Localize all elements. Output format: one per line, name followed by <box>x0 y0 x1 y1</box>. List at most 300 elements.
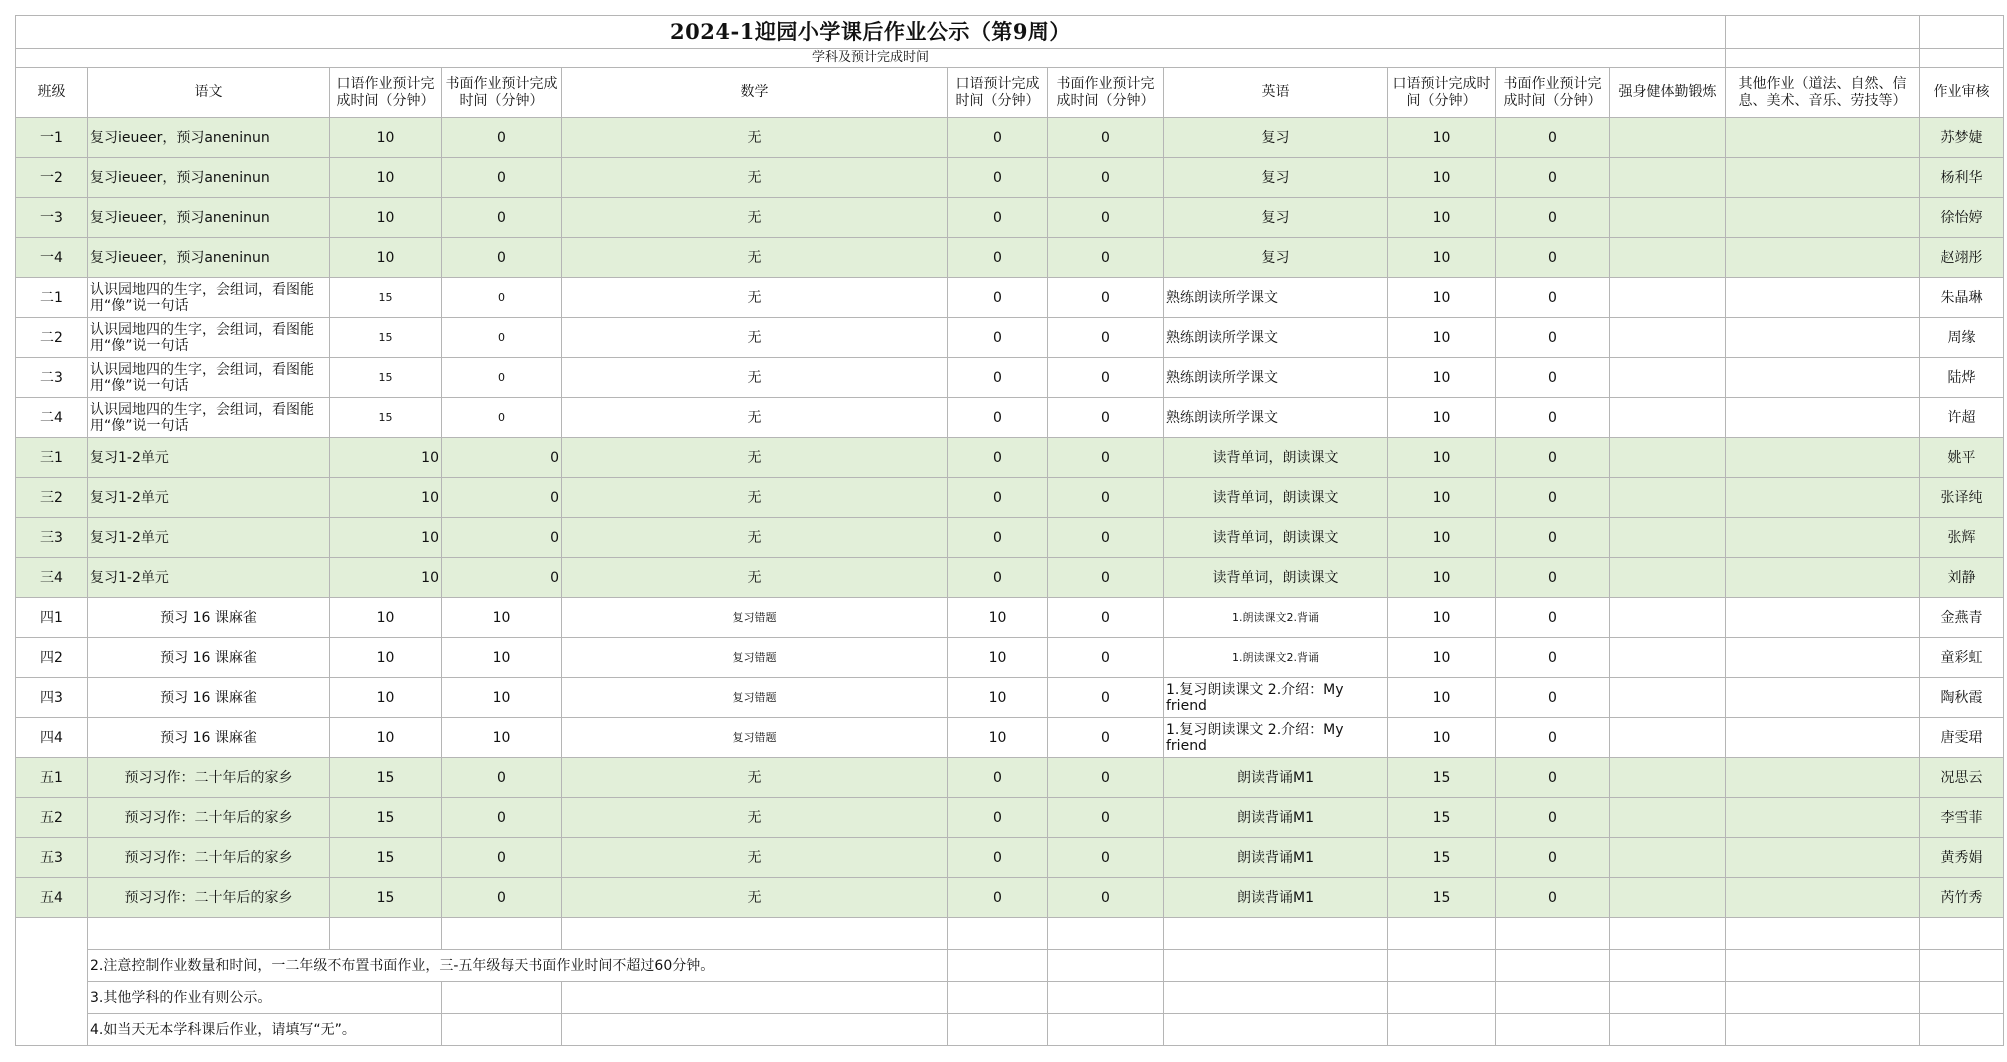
cell-review: 张译纯 <box>1920 478 2004 518</box>
cell-math-oral: 10 <box>948 678 1048 718</box>
cell-math: 复习错题 <box>562 598 948 638</box>
cell-math-written: 0 <box>1048 638 1164 678</box>
cell-en-written: 0 <box>1496 838 1610 878</box>
cell-math-oral: 0 <box>948 318 1048 358</box>
header-math-oral: 口语预计完成时间（分钟） <box>948 68 1048 118</box>
cell-english: 1.朗读课文2.背诵 <box>1164 598 1388 638</box>
cell-math: 复习错题 <box>562 638 948 678</box>
cell-math-written: 0 <box>1048 238 1164 278</box>
cell-math-written: 0 <box>1048 878 1164 918</box>
header-en-written: 书面作业预计完成时间（分钟） <box>1496 68 1610 118</box>
cell-math: 无 <box>562 158 948 198</box>
cell-en-oral: 10 <box>1388 598 1496 638</box>
cell-cn-written: 0 <box>442 158 562 198</box>
cell-chinese: 认识园地四的生字，会组词，看图能用“像”说一句话 <box>88 398 330 438</box>
cell-math-oral: 0 <box>948 118 1048 158</box>
cell-class: 四2 <box>16 638 88 678</box>
cell-cn-oral: 10 <box>330 598 442 638</box>
cell-en-written: 0 <box>1496 718 1610 758</box>
cell-class: 三2 <box>16 478 88 518</box>
cell-other <box>1726 118 1920 158</box>
table-row <box>16 798 2004 838</box>
cell-review: 朱晶琳 <box>1920 278 2004 318</box>
cell-class: 五1 <box>16 758 88 798</box>
cell-english: 读背单词，朗读课文 <box>1164 438 1388 478</box>
cell-chinese: 复习1-2单元 <box>88 438 330 478</box>
cell-review: 许超 <box>1920 398 2004 438</box>
table-row <box>16 158 2004 198</box>
cell-math-oral: 0 <box>948 758 1048 798</box>
cell-en-oral: 10 <box>1388 398 1496 438</box>
cell-math-written: 0 <box>1048 678 1164 718</box>
cell-pe <box>1610 718 1726 758</box>
cell-en-oral: 10 <box>1388 198 1496 238</box>
cell-cn-oral: 10 <box>330 118 442 158</box>
cell-pe <box>1610 438 1726 478</box>
cell-chinese: 复习1-2单元 <box>88 478 330 518</box>
cell-cn-oral: 10 <box>330 438 442 478</box>
cell-math-oral: 0 <box>948 238 1048 278</box>
cell-cn-written: 0 <box>442 238 562 278</box>
cell-pe <box>1610 878 1726 918</box>
cell-english: 熟练朗读所学课文 <box>1164 318 1388 358</box>
cell-other <box>1726 838 1920 878</box>
cell-cn-oral: 10 <box>330 678 442 718</box>
cell-math-written: 0 <box>1048 198 1164 238</box>
cell-en-written: 0 <box>1496 158 1610 198</box>
cell-math-oral: 10 <box>948 638 1048 678</box>
cell-class: 四4 <box>16 718 88 758</box>
cell-other <box>1726 798 1920 838</box>
table-row <box>16 718 2004 758</box>
header-en-oral: 口语预计完成时间（分钟） <box>1388 68 1496 118</box>
cell-math: 无 <box>562 358 948 398</box>
cell-en-oral: 15 <box>1388 758 1496 798</box>
table-row <box>16 678 2004 718</box>
cell-class: 四3 <box>16 678 88 718</box>
cell-en-written: 0 <box>1496 118 1610 158</box>
cell-en-oral: 10 <box>1388 118 1496 158</box>
page-title: 2024-1迎园小学课后作业公示（第9周） <box>16 16 1726 49</box>
cell-math-written: 0 <box>1048 438 1164 478</box>
cell-english: 复习 <box>1164 238 1388 278</box>
cell-class: 一3 <box>16 198 88 238</box>
header-pe: 强身健体勤锻炼 <box>1610 68 1726 118</box>
cell-cn-written: 0 <box>442 318 562 358</box>
table-row <box>16 838 2004 878</box>
cell-other <box>1726 718 1920 758</box>
cell-class: 三1 <box>16 438 88 478</box>
cell-cn-oral: 10 <box>330 638 442 678</box>
cell-class: 二2 <box>16 318 88 358</box>
table-row <box>16 398 2004 438</box>
cell-chinese: 预习 16 课麻雀 <box>88 718 330 758</box>
cell-pe <box>1610 598 1726 638</box>
cell-class: 三3 <box>16 518 88 558</box>
cell-cn-written: 10 <box>442 598 562 638</box>
table-row <box>16 758 2004 798</box>
cell-math-written: 0 <box>1048 558 1164 598</box>
cell-en-written: 0 <box>1496 238 1610 278</box>
cell-other <box>1726 238 1920 278</box>
table-row <box>16 278 2004 318</box>
cell-en-oral: 10 <box>1388 478 1496 518</box>
cell-review: 张辉 <box>1920 518 2004 558</box>
cell-cn-written: 0 <box>442 278 562 318</box>
cell-other <box>1726 758 1920 798</box>
cell-chinese: 预习习作：二十年后的家乡 <box>88 838 330 878</box>
cell-pe <box>1610 158 1726 198</box>
cell-english: 读背单词，朗读课文 <box>1164 478 1388 518</box>
cell-math-written: 0 <box>1048 598 1164 638</box>
cell-other <box>1726 478 1920 518</box>
header-cn-oral: 口语作业预计完成时间（分钟） <box>330 68 442 118</box>
cell-pe <box>1610 518 1726 558</box>
cell-math: 复习错题 <box>562 678 948 718</box>
table-row <box>16 318 2004 358</box>
header-review: 作业审核 <box>1920 68 2004 118</box>
cell-math: 无 <box>562 238 948 278</box>
table-row <box>16 638 2004 678</box>
cell-review: 杨利华 <box>1920 158 2004 198</box>
cell-cn-oral: 10 <box>330 518 442 558</box>
cell-other <box>1726 438 1920 478</box>
cell-pe <box>1610 758 1726 798</box>
cell-english: 复习 <box>1164 198 1388 238</box>
cell-en-written: 0 <box>1496 518 1610 558</box>
cell-review: 童彩虹 <box>1920 638 2004 678</box>
cell-pe <box>1610 318 1726 358</box>
cell-pe <box>1610 198 1726 238</box>
cell-en-written: 0 <box>1496 758 1610 798</box>
subtitle: 学科及预计完成时间 <box>16 49 1726 68</box>
cell-english: 朗读背诵M1 <box>1164 758 1388 798</box>
cell-english: 1.朗读课文2.背诵 <box>1164 638 1388 678</box>
cell-math: 无 <box>562 558 948 598</box>
cell-cn-written: 0 <box>442 838 562 878</box>
cell-math-oral: 0 <box>948 278 1048 318</box>
cell-review: 徐怡婷 <box>1920 198 2004 238</box>
cell-cn-oral: 10 <box>330 718 442 758</box>
cell-cn-oral: 15 <box>330 758 442 798</box>
cell-review: 周缘 <box>1920 318 2004 358</box>
cell-cn-oral: 15 <box>330 278 442 318</box>
cell-class: 五3 <box>16 838 88 878</box>
cell-math-oral: 0 <box>948 358 1048 398</box>
cell-other <box>1726 518 1920 558</box>
cell-math-oral: 0 <box>948 398 1048 438</box>
cell-chinese: 预习习作：二十年后的家乡 <box>88 878 330 918</box>
cell-other <box>1726 158 1920 198</box>
cell-en-oral: 10 <box>1388 518 1496 558</box>
cell-en-written: 0 <box>1496 398 1610 438</box>
table-row <box>16 518 2004 558</box>
cell-review: 赵翊彤 <box>1920 238 2004 278</box>
homework-sheet <box>15 15 2004 1046</box>
cell-math-oral: 0 <box>948 558 1048 598</box>
cell-math-oral: 0 <box>948 798 1048 838</box>
cell-cn-oral: 15 <box>330 318 442 358</box>
cell-en-oral: 15 <box>1388 838 1496 878</box>
cell-other <box>1726 638 1920 678</box>
cell-math: 复习错题 <box>562 718 948 758</box>
cell-pe <box>1610 638 1726 678</box>
cell-en-written: 0 <box>1496 478 1610 518</box>
cell-math: 无 <box>562 798 948 838</box>
cell-review: 芮竹秀 <box>1920 878 2004 918</box>
cell-math-written: 0 <box>1048 118 1164 158</box>
cell-math-written: 0 <box>1048 798 1164 838</box>
cell-math-oral: 0 <box>948 878 1048 918</box>
header-class: 班级 <box>16 68 88 118</box>
cell-cn-oral: 15 <box>330 878 442 918</box>
cell-cn-oral: 15 <box>330 398 442 438</box>
cell-pe <box>1610 558 1726 598</box>
cell-english: 读背单词，朗读课文 <box>1164 558 1388 598</box>
cell-math: 无 <box>562 318 948 358</box>
cell-en-oral: 10 <box>1388 278 1496 318</box>
cell-chinese: 认识园地四的生字，会组词，看图能用“像”说一句话 <box>88 358 330 398</box>
cell-english: 熟练朗读所学课文 <box>1164 278 1388 318</box>
cell-en-oral: 10 <box>1388 718 1496 758</box>
cell-other <box>1726 278 1920 318</box>
cell-english: 读背单词，朗读课文 <box>1164 518 1388 558</box>
cell-other <box>1726 598 1920 638</box>
cell-english: 朗读背诵M1 <box>1164 798 1388 838</box>
cell-en-written: 0 <box>1496 438 1610 478</box>
cell-en-written: 0 <box>1496 678 1610 718</box>
cell-pe <box>1610 798 1726 838</box>
cell-pe <box>1610 118 1726 158</box>
cell-math: 无 <box>562 838 948 878</box>
cell-math: 无 <box>562 118 948 158</box>
cell-english: 熟练朗读所学课文 <box>1164 398 1388 438</box>
cell-chinese: 复习ieueer，预习aneninun <box>88 238 330 278</box>
cell-cn-written: 0 <box>442 398 562 438</box>
cell-en-oral: 10 <box>1388 558 1496 598</box>
cell-cn-oral: 15 <box>330 798 442 838</box>
cell-pe <box>1610 358 1726 398</box>
cell-class: 四1 <box>16 598 88 638</box>
cell-cn-written: 10 <box>442 678 562 718</box>
cell-cn-written: 0 <box>442 478 562 518</box>
cell-en-oral: 15 <box>1388 798 1496 838</box>
note-4: 4.如当天无本学科课后作业，请填写“无”。 <box>88 1014 442 1046</box>
cell-math: 无 <box>562 438 948 478</box>
cell-cn-oral: 15 <box>330 838 442 878</box>
cell-cn-written: 0 <box>442 198 562 238</box>
cell-class: 二4 <box>16 398 88 438</box>
header-chinese: 语文 <box>88 68 330 118</box>
cell-other <box>1726 198 1920 238</box>
homework-table <box>15 15 2004 1046</box>
cell-math-written: 0 <box>1048 398 1164 438</box>
cell-english: 朗读背诵M1 <box>1164 838 1388 878</box>
table-row <box>16 198 2004 238</box>
cell-class: 五2 <box>16 798 88 838</box>
cell-math-written: 0 <box>1048 358 1164 398</box>
header-other: 其他作业（道法、自然、信息、美术、音乐、劳技等） <box>1726 68 1920 118</box>
cell-chinese: 复习1-2单元 <box>88 518 330 558</box>
cell-chinese: 复习ieueer，预习aneninun <box>88 118 330 158</box>
cell-english: 复习 <box>1164 158 1388 198</box>
cell-review: 黄秀娟 <box>1920 838 2004 878</box>
header-row <box>16 68 2004 118</box>
cell-en-written: 0 <box>1496 598 1610 638</box>
cell-class: 一4 <box>16 238 88 278</box>
cell-pe <box>1610 478 1726 518</box>
note-2: 2.注意控制作业数量和时间，一二年级不布置书面作业，三-五年级每天书面作业时间不超过60分钟。 <box>88 950 948 982</box>
table-row <box>16 438 2004 478</box>
cell-review: 李雪菲 <box>1920 798 2004 838</box>
cell-math-written: 0 <box>1048 478 1164 518</box>
header-english: 英语 <box>1164 68 1388 118</box>
cell-cn-written: 0 <box>442 798 562 838</box>
cell-en-written: 0 <box>1496 878 1610 918</box>
cell-math-oral: 0 <box>948 518 1048 558</box>
cell-cn-oral: 10 <box>330 478 442 518</box>
cell-math: 无 <box>562 478 948 518</box>
cell-en-written: 0 <box>1496 798 1610 838</box>
header-math: 数学 <box>562 68 948 118</box>
table-row <box>16 358 2004 398</box>
cell-en-oral: 15 <box>1388 878 1496 918</box>
header-math-written: 书面作业预计完成时间（分钟） <box>1048 68 1164 118</box>
cell-cn-written: 10 <box>442 718 562 758</box>
cell-math: 无 <box>562 878 948 918</box>
cell-pe <box>1610 678 1726 718</box>
cell-class: 一1 <box>16 118 88 158</box>
cell-review: 陶秋霞 <box>1920 678 2004 718</box>
cell-math-written: 0 <box>1048 278 1164 318</box>
cell-other <box>1726 678 1920 718</box>
cell-math: 无 <box>562 278 948 318</box>
cell-other <box>1726 358 1920 398</box>
cell-review: 刘静 <box>1920 558 2004 598</box>
cell-en-written: 0 <box>1496 198 1610 238</box>
cell-math: 无 <box>562 198 948 238</box>
cell-math-oral: 0 <box>948 198 1048 238</box>
cell-cn-written: 0 <box>442 518 562 558</box>
cell-en-oral: 10 <box>1388 438 1496 478</box>
cell-math-written: 0 <box>1048 838 1164 878</box>
cell-math-oral: 0 <box>948 478 1048 518</box>
cell-review: 苏梦婕 <box>1920 118 2004 158</box>
cell-cn-written: 0 <box>442 118 562 158</box>
cell-math-written: 0 <box>1048 158 1164 198</box>
table-row <box>16 238 2004 278</box>
cell-en-written: 0 <box>1496 318 1610 358</box>
cell-class: 二3 <box>16 358 88 398</box>
table-row <box>16 878 2004 918</box>
cell-review: 唐雯珺 <box>1920 718 2004 758</box>
cell-math-written: 0 <box>1048 518 1164 558</box>
cell-chinese: 复习ieueer，预习aneninun <box>88 198 330 238</box>
cell-en-written: 0 <box>1496 638 1610 678</box>
cell-pe <box>1610 238 1726 278</box>
cell-english: 1.复习朗读课文 2.介绍：My friend <box>1164 718 1388 758</box>
cell-cn-oral: 10 <box>330 558 442 598</box>
table-row <box>16 598 2004 638</box>
cell-class: 一2 <box>16 158 88 198</box>
cell-cn-written: 0 <box>442 558 562 598</box>
cell-cn-written: 0 <box>442 878 562 918</box>
cell-cn-written: 0 <box>442 758 562 798</box>
cell-cn-oral: 10 <box>330 198 442 238</box>
cell-pe <box>1610 398 1726 438</box>
cell-review: 金燕青 <box>1920 598 2004 638</box>
table-row <box>16 478 2004 518</box>
header-cn-written: 书面作业预计完成时间（分钟） <box>442 68 562 118</box>
cell-cn-written: 10 <box>442 638 562 678</box>
cell-en-written: 0 <box>1496 558 1610 598</box>
cell-math: 无 <box>562 398 948 438</box>
cell-math-oral: 10 <box>948 598 1048 638</box>
cell-math-written: 0 <box>1048 758 1164 798</box>
cell-chinese: 预习 16 课麻雀 <box>88 638 330 678</box>
cell-pe <box>1610 838 1726 878</box>
cell-class: 二1 <box>16 278 88 318</box>
cell-math-oral: 0 <box>948 158 1048 198</box>
table-row <box>16 118 2004 158</box>
cell-math-oral: 0 <box>948 838 1048 878</box>
cell-review: 姚平 <box>1920 438 2004 478</box>
cell-chinese: 预习 16 课麻雀 <box>88 598 330 638</box>
cell-other <box>1726 398 1920 438</box>
cell-chinese: 预习习作：二十年后的家乡 <box>88 758 330 798</box>
cell-cn-oral: 10 <box>330 238 442 278</box>
table-row <box>16 558 2004 598</box>
cell-chinese: 复习1-2单元 <box>88 558 330 598</box>
cell-math-oral: 0 <box>948 438 1048 478</box>
cell-review: 陆烨 <box>1920 358 2004 398</box>
cell-math-written: 0 <box>1048 718 1164 758</box>
cell-math-written: 0 <box>1048 318 1164 358</box>
cell-cn-oral: 10 <box>330 158 442 198</box>
cell-chinese: 认识园地四的生字，会组词，看图能用“像”说一句话 <box>88 278 330 318</box>
cell-cn-oral: 15 <box>330 358 442 398</box>
cell-english: 复习 <box>1164 118 1388 158</box>
note-3: 3.其他学科的作业有则公示。 <box>88 982 442 1014</box>
cell-math-oral: 10 <box>948 718 1048 758</box>
cell-en-written: 0 <box>1496 278 1610 318</box>
cell-other <box>1726 558 1920 598</box>
cell-english: 朗读背诵M1 <box>1164 878 1388 918</box>
cell-class: 三4 <box>16 558 88 598</box>
cell-en-oral: 10 <box>1388 358 1496 398</box>
cell-english: 熟练朗读所学课文 <box>1164 358 1388 398</box>
cell-math: 无 <box>562 758 948 798</box>
cell-review: 况思云 <box>1920 758 2004 798</box>
cell-pe <box>1610 278 1726 318</box>
cell-chinese: 预习习作：二十年后的家乡 <box>88 798 330 838</box>
cell-other <box>1726 318 1920 358</box>
cell-other <box>1726 878 1920 918</box>
cell-math: 无 <box>562 518 948 558</box>
cell-en-oral: 10 <box>1388 238 1496 278</box>
cell-chinese: 复习ieueer，预习aneninun <box>88 158 330 198</box>
cell-en-oral: 10 <box>1388 318 1496 358</box>
cell-en-oral: 10 <box>1388 638 1496 678</box>
cell-en-oral: 10 <box>1388 678 1496 718</box>
cell-chinese: 预习 16 课麻雀 <box>88 678 330 718</box>
cell-cn-written: 0 <box>442 358 562 398</box>
cell-en-written: 0 <box>1496 358 1610 398</box>
cell-cn-written: 0 <box>442 438 562 478</box>
cell-en-oral: 10 <box>1388 158 1496 198</box>
cell-english: 1.复习朗读课文 2.介绍：My friend <box>1164 678 1388 718</box>
cell-chinese: 认识园地四的生字，会组词，看图能用“像”说一句话 <box>88 318 330 358</box>
